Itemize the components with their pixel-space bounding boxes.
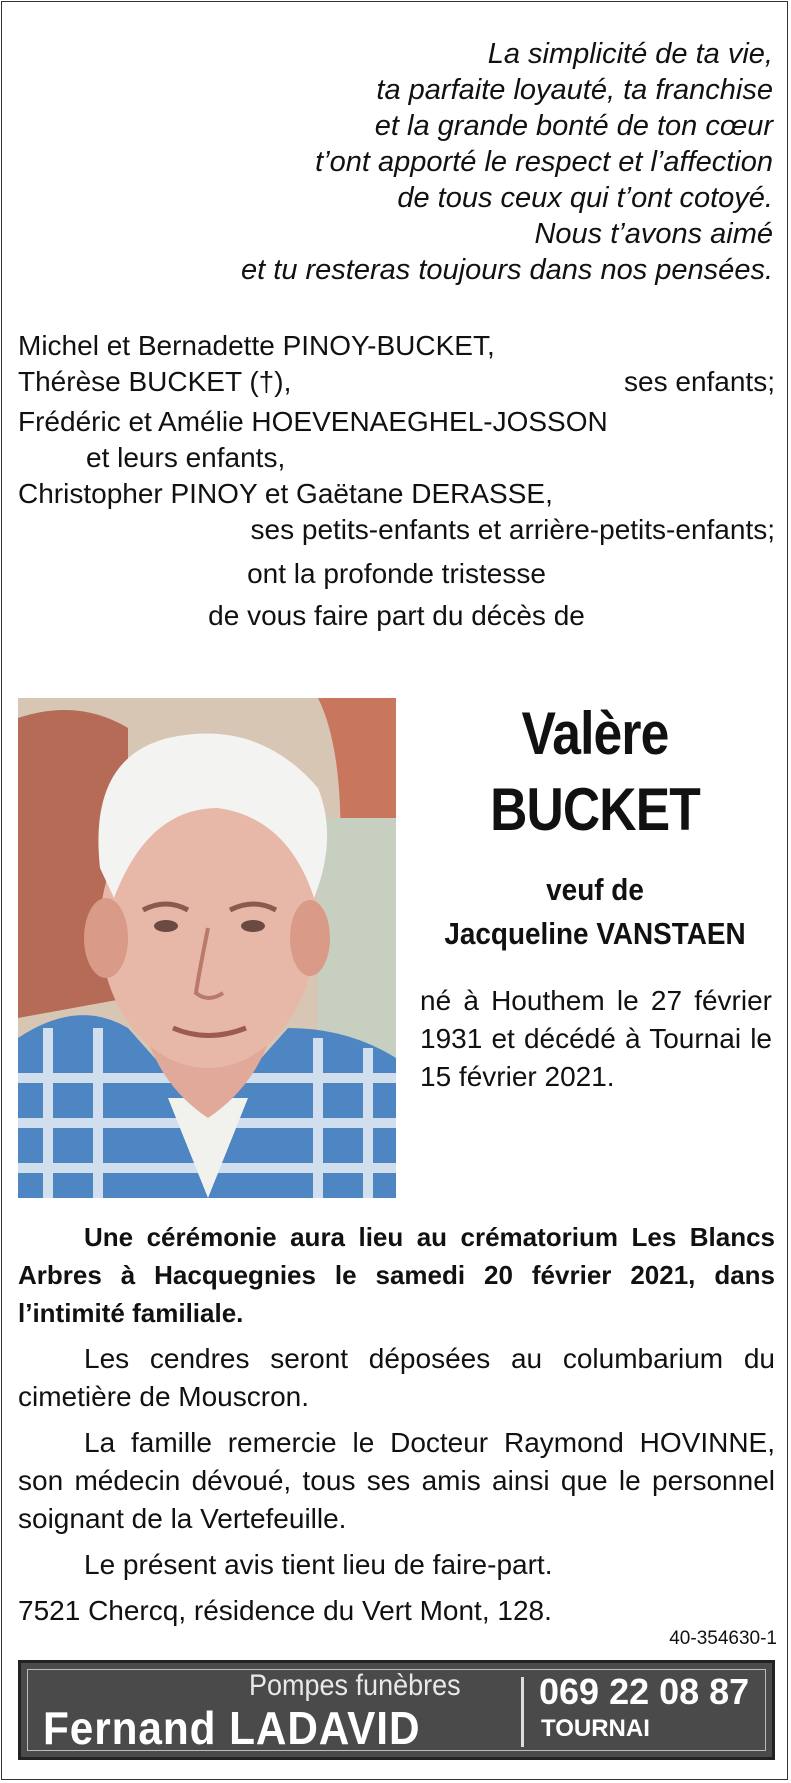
family-line: Michel et Bernadette PINOY-BUCKET,	[18, 330, 495, 361]
funeral-home-name: Fernand LADAVID	[43, 1702, 421, 1754]
announcement-line: de vous faire part du décès de	[208, 600, 585, 631]
thanks-text: La famille remercie le Docteur Raymond HOVINNE, son médecin dévoué, tous ses amis ainsi que le personnel soignant de la Vertefeuille.	[18, 1427, 775, 1534]
deceased-name	[436, 696, 754, 848]
birth-death-text: né à Houthem le 27 février 1931 et décédé à Tournai le 15 février 2021.	[420, 985, 772, 1092]
family-line: et leurs enfants,	[86, 442, 286, 473]
funeral-home-banner	[18, 1660, 775, 1760]
funeral-home-phone: 069 22 08 87	[539, 1671, 750, 1712]
address-text: 7521 Chercq, résidence du Vert Mont, 128.	[18, 1595, 552, 1626]
family-line: ses petits-enfants et arrière-petits-enfants;	[250, 514, 775, 545]
ceremony-text: Une cérémonie aura lieu au crématorium Les Blancs Arbres à Hacquegnies le samedi 20 février 2021, dans l’intimité familiale.	[18, 1222, 775, 1328]
funeral-home-city: TOURNAI	[541, 1715, 650, 1742]
relation-label: ses enfants;	[624, 366, 775, 397]
poem-line: de tous ceux qui t’ont cotoyé.	[397, 182, 773, 214]
banner-divider	[521, 1677, 524, 1747]
poem-line: et tu resteras toujours dans nos pensées.	[241, 254, 773, 286]
family-line: Thérèse BUCKET (†),	[18, 366, 292, 397]
family-line: Frédéric et Amélie HOEVENAEGHEL-JOSSON	[18, 406, 608, 437]
widow-of-block	[429, 868, 762, 956]
announcement-line: ont la profonde tristesse	[247, 558, 546, 589]
poem	[73, 36, 773, 288]
deceased-portrait	[18, 698, 396, 1198]
first-name: Valère	[521, 700, 669, 767]
funeral-home-tagline: Pompes funèbres	[249, 1669, 461, 1702]
family-list	[18, 328, 775, 634]
last-name: BUCKET	[490, 776, 700, 843]
poem-line: ta parfaite loyauté, ta franchise	[376, 74, 773, 106]
widow-of-label: veuf de	[546, 872, 644, 907]
poem-line: Nous t’avons aimé	[534, 218, 773, 250]
poem-line: et la grande bonté de ton cœur	[374, 110, 773, 142]
notice-body	[18, 1218, 775, 1638]
notice-text: Le présent avis tient lieu de faire-part.	[84, 1549, 553, 1580]
family-line-with-role	[18, 364, 775, 400]
spouse-name: Jacqueline VANSTAEN	[444, 916, 746, 951]
family-line: Christopher PINOY et Gaëtane DERASSE,	[18, 478, 553, 509]
poem-line: La simplicité de ta vie,	[487, 38, 773, 70]
poem-line: t’ont apporté le respect et l’affection	[315, 146, 773, 178]
reference-number: 40-354630-1	[669, 1628, 777, 1649]
ashes-text: Les cendres seront déposées au columbarium du cimetière de Mouscron.	[18, 1343, 775, 1412]
